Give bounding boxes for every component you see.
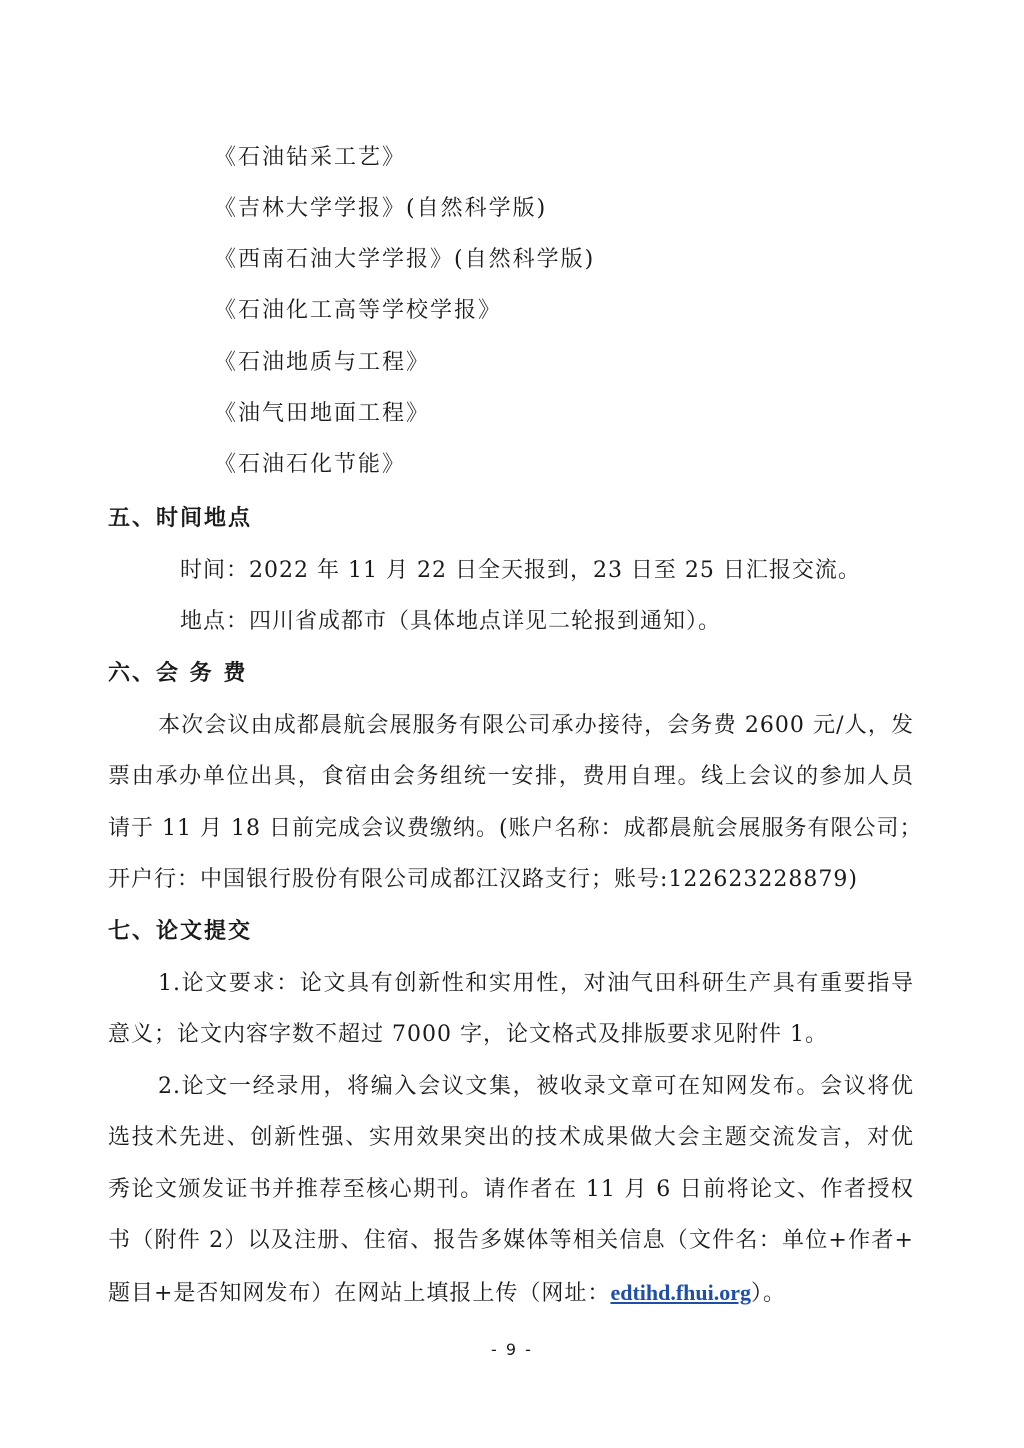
journal-item: 《西南石油大学学报》(自然科学版) xyxy=(214,247,596,272)
submission-text: 题目+是否知网发布）在网站上填报上传（网址： xyxy=(108,1281,611,1306)
journal-item: 《吉林大学学报》(自然科学版) xyxy=(214,196,548,221)
papers-paragraph-line: 选技术先进、创新性强、实用效果突出的技术成果做大会主题交流发言，对优 xyxy=(108,1125,914,1150)
submission-url-link[interactable]: edtihd.fhui.org xyxy=(610,1280,752,1305)
fees-paragraph-line: 请于 11 月 18 日前完成会议费缴纳。(账户名称：成都晨航会展服务有限公司； xyxy=(108,816,923,841)
journal-item: 《石油钻采工艺》 xyxy=(214,145,407,170)
fees-paragraph-line: 开户行：中国银行股份有限公司成都江汉路支行；账号:122623228879) xyxy=(108,867,858,892)
section-heading-fees: 六、会 务 费 xyxy=(108,661,248,686)
papers-paragraph-line: 秀论文颁发证书并推荐至核心期刊。请作者在 11 月 6 日前将论文、作者授权 xyxy=(108,1177,914,1202)
papers-paragraph-line: 1.论文要求：论文具有创新性和实用性，对油气田科研生产具有重要指导 xyxy=(158,971,914,996)
papers-paragraph-line: 书（附件 2）以及注册、住宿、报告多媒体等相关信息（文件名：单位+作者+ xyxy=(108,1228,914,1253)
section-heading-papers: 七、论文提交 xyxy=(108,919,253,944)
fees-paragraph-line: 本次会议由成都晨航会展服务有限公司承办接待，会务费 2600 元/人，发 xyxy=(158,713,914,738)
papers-paragraph-line: 意义；论文内容字数不超过 7000 字，论文格式及排版要求见附件 1。 xyxy=(108,1022,828,1047)
fees-paragraph-line: 票由承办单位出具，食宿由会务组统一安排，费用自理。线上会议的参加人员 xyxy=(108,764,914,789)
meeting-time: 时间：2022 年 11 月 22 日全天报到，23 日至 25 日汇报交流。 xyxy=(180,558,861,583)
papers-paragraph-line: 2.论文一经录用，将编入会议文集，被收录文章可在知网发布。会议将优 xyxy=(158,1074,914,1099)
submission-text-end: ）。 xyxy=(751,1281,787,1306)
section-heading-time-place: 五、时间地点 xyxy=(108,506,253,531)
journal-item: 《石油地质与工程》 xyxy=(214,350,431,375)
journal-item: 《石油石化节能》 xyxy=(214,452,407,477)
meeting-place: 地点：四川省成都市（具体地点详见二轮报到通知）。 xyxy=(180,609,722,634)
papers-paragraph-last-line xyxy=(108,1278,786,1309)
page-number: - 9 - xyxy=(491,1340,533,1359)
journal-item: 《石油化工高等学校学报》 xyxy=(214,298,503,323)
journal-item: 《油气田地面工程》 xyxy=(214,401,431,426)
